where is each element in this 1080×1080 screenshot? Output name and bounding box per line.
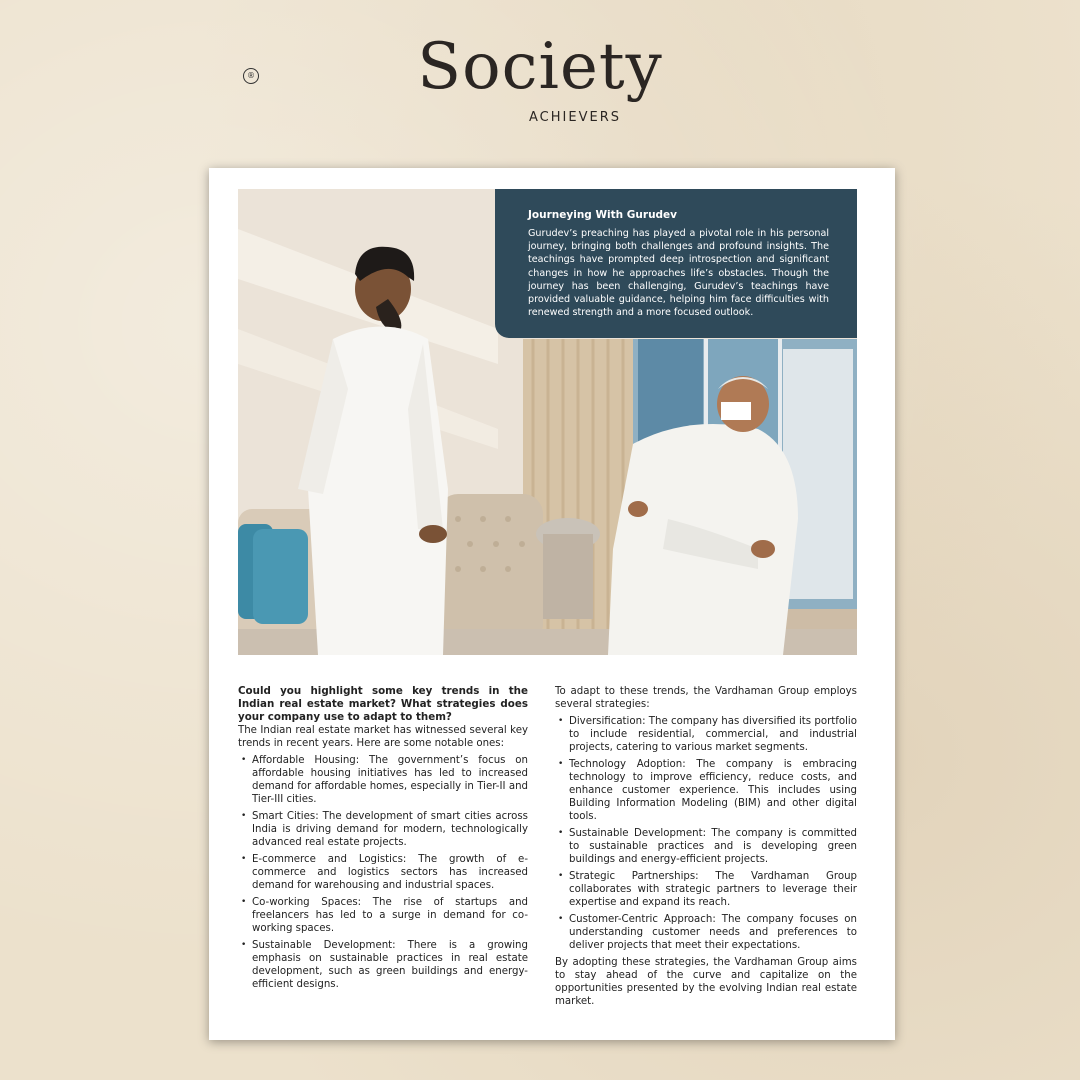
list-item: • Affordable Housing: The government’s focus on affordable housing initiatives has led to increased demand for affordable homes, especially in Tier-II and Tier-III cities.	[238, 754, 528, 806]
right-conclusion: By adopting these strategies, the Vardhaman Group aims to stay ahead of the curve and capitalize on the opportunities presented by the evolving Indian real estate market.	[555, 957, 857, 1007]
list-item: • E-commerce and Logistics: The growth of e-commerce and logistics sectors has increased demand for warehousing and industrial spaces.	[238, 853, 528, 892]
list-item: • Smart Cities: The development of smart cities across India is driving demand for modern, technologically advanced real estate projects.	[238, 810, 528, 849]
list-item: • Diversification: The company has diversified its portfolio to include residential, commercial, and industrial projects, catering to various market segments.	[555, 715, 857, 754]
trends-list	[238, 754, 528, 991]
right-column	[555, 685, 857, 1012]
interview-question: Could you highlight some key trends in the Indian real estate market? What strategies does your company use to adapt to them?	[238, 685, 528, 723]
callout-title: Journeying With Gurudev	[528, 209, 678, 221]
list-item: • Sustainable Development: There is a growing emphasis on sustainable practices in real estate development, such as green buildings and energy-efficient designs.	[238, 939, 528, 991]
strategies-list	[555, 715, 857, 952]
list-item: • Strategic Partnerships: The Vardhaman Group collaborates with strategic partners to leverage their expertise and expand its reach.	[555, 870, 857, 909]
list-item: • Customer-Centric Approach: The company focuses on understanding customer needs and preferences to deliver projects that meet their expectations.	[555, 913, 857, 952]
registered-mark: ®	[243, 68, 259, 84]
brand-logo-subtitle: ACHIEVERS	[529, 110, 621, 125]
list-item: • Technology Adoption: The company is embracing technology to improve efficiency, reduce costs, and enhance customer experience. This includes using Building Information Modeling (BIM) and other digital tools.	[555, 758, 857, 823]
brand-logo-name: Society	[417, 30, 663, 104]
callout-box	[495, 189, 857, 338]
left-intro: The Indian real estate market has witnessed several key trends in recent years. Here are some notable ones:	[238, 725, 528, 749]
left-column	[238, 685, 528, 995]
list-item: • Co-working Spaces: The rise of startups and freelancers has led to a surge in demand for co-working spaces.	[238, 896, 528, 935]
list-item: • Sustainable Development: The company is committed to sustainable practices and is developing green buildings and energy-efficient projects.	[555, 827, 857, 866]
callout-body: Gurudev’s preaching has played a pivotal role in his personal journey, bringing both challenges and profound insights. The teachings have prompted deep introspection and significant changes in how he approaches life’s obstacles. Though the journey has been challenging, Gurudev’s teachings have provided valuable guidance, helping him face difficulties with renewed strength and a more focused outlook.	[528, 228, 829, 319]
magazine-page	[209, 168, 895, 1040]
right-intro: To adapt to these trends, the Vardhaman Group employs several strategies:	[555, 686, 857, 710]
